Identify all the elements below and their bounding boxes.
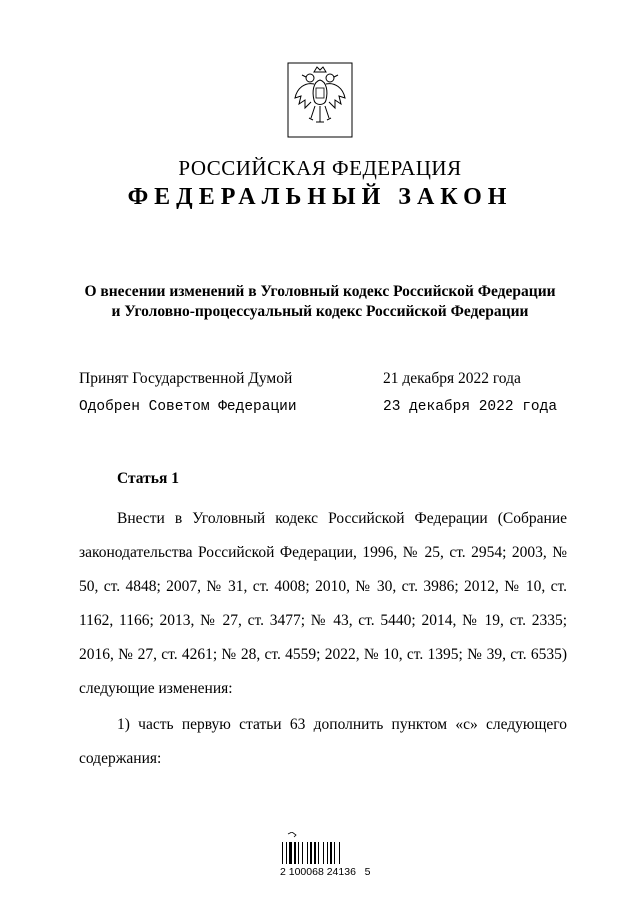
- barcode-bar: [302, 842, 303, 864]
- barcode-bar: [282, 842, 283, 864]
- coat-of-arms-icon: [287, 62, 353, 138]
- barcode-bar: [318, 842, 319, 864]
- barcode-bar: [289, 842, 292, 864]
- barcode-bar: [314, 842, 316, 864]
- law-title-line-1: О внесении изменений в Уголовный кодекс Российской Федерации: [84, 283, 556, 300]
- council-label: Одобрен Советом Федерации: [79, 399, 297, 415]
- article-paragraph-1: Внести в Уголовный кодекс Российской Федерации (Собрание законодательства Российской Федерации, 1996, № 25, ст. 2954; 2003, № 50, ст. 4848; 2007, № 31, ст. 4008; 2010, № 30, ст. 3986; 2012, № 10, ст. 1162, 1166; 2013, № 27, ст. 3477; № 43, ст. 5440; 2014, № 19, ст. 2335; 2016, № 27, ст. 4261; № 28, ст. 4559; 2022, № 10, ст. 1395; № 39, ст. 6535) следующие изменения:: [79, 510, 567, 697]
- barcode-bar: [294, 842, 296, 864]
- law-title-line-2: и Уголовно-процессуальный кодекс Российской Федерации: [111, 303, 529, 320]
- article-paragraph-2: 1) часть первую статьи 63 дополнить пунктом «с» следующего содержания:: [79, 716, 567, 767]
- barcode-bar: [330, 842, 332, 864]
- barcode-number: 2 100068 24136 5: [280, 866, 371, 878]
- barcode-bar: [334, 842, 335, 864]
- law-type-heading: ФЕДЕРАЛЬНЫЙ ЗАКОН: [127, 184, 513, 210]
- duma-label: Принят Государственной Думой: [79, 370, 293, 387]
- barcode-bar: [298, 842, 299, 864]
- barcode-bar: [327, 842, 328, 864]
- law-title: [0, 282, 640, 322]
- barcode-bar: [339, 842, 340, 864]
- barcode-bar: [310, 842, 312, 864]
- barcode-bar: [307, 842, 308, 864]
- council-date: 23 декабря 2022 года: [383, 399, 558, 415]
- barcode-bar: [286, 842, 287, 864]
- article-heading: Статья 1: [117, 470, 179, 487]
- duma-date: 21 декабря 2022 года: [383, 370, 521, 387]
- country-name: РОССИЙСКАЯ ФЕДЕРАЦИЯ: [178, 156, 462, 180]
- barcode-bar: [323, 842, 324, 864]
